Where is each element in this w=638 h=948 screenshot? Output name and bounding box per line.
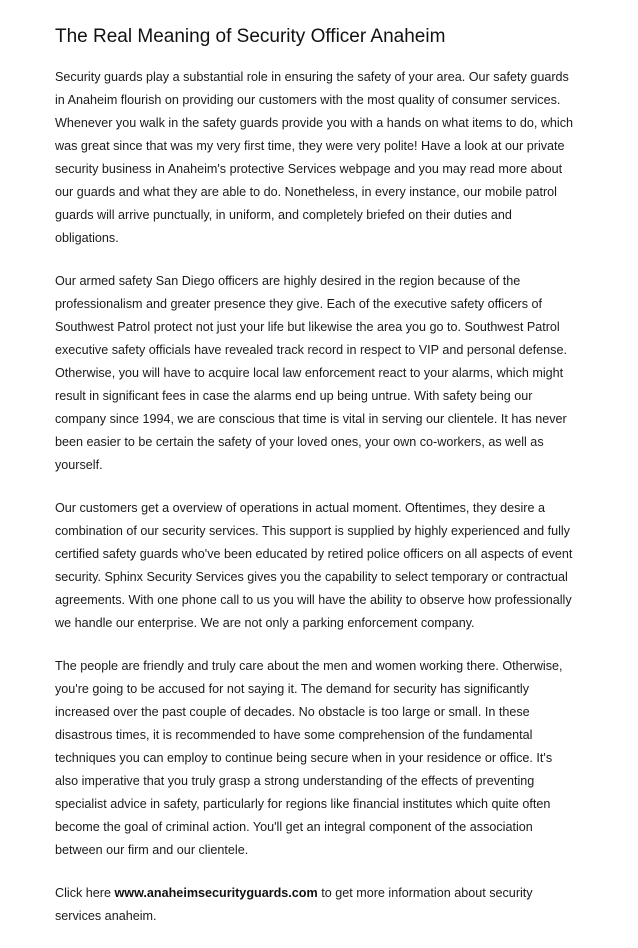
- paragraph-line: Our armed safety San Diego officers are highly desired in the region because of the: [55, 274, 521, 288]
- paragraph-line: executive safety officials have revealed track record in respect to VIP and personal defense.: [55, 343, 567, 357]
- paragraph-1: [55, 66, 595, 250]
- paragraph-line: company since 1994, we are conscious that time is vital in serving our clientele. It has never: [55, 412, 567, 426]
- paragraph-4: [55, 655, 595, 862]
- paragraph-line: specialist advice in safety, particularly for regions like financial institutes which quite often: [55, 797, 551, 811]
- paragraph-line: become the goal of criminal action. You'll get an integral component of the association: [55, 820, 533, 834]
- paragraph-line: we handle our enterprise. We are not only a parking enforcement company.: [55, 616, 475, 630]
- document-page: [55, 24, 595, 948]
- paragraph-line: security business in Anaheim's protective Services webpage and you may read more about: [55, 162, 563, 176]
- paragraph-line: The people are friendly and truly care about the men and women working there. Otherwise,: [55, 659, 563, 673]
- paragraph-line: increased over the past couple of decades. No obstacle is too large or small. In these: [55, 705, 530, 719]
- link-suffix-text: to get more information about security: [317, 886, 533, 900]
- paragraph-line: Our customers get a overview of operations in actual moment. Oftentimes, they desire a: [55, 501, 545, 515]
- paragraph-line: was great since that was my very first time, they were very polite! Have a look at our private: [55, 139, 565, 153]
- paragraph-line: security. Sphinx Security Services gives you the capability to select temporary or contractual: [55, 570, 568, 584]
- paragraph-line: result in significant fees in case the alarms end up being untrue. With safety being our: [55, 389, 533, 403]
- paragraph-line: between our firm and our clientele.: [55, 843, 249, 857]
- paragraph-line: you're going to be accused for not saying it. The demand for security has significantly: [55, 682, 529, 696]
- paragraph-line: Otherwise, you will have to acquire local law enforcement react to your alarms, which might: [55, 366, 564, 380]
- paragraph-3: [55, 497, 595, 635]
- website-link[interactable]: www.anaheimsecurityguards.com: [114, 886, 318, 900]
- paragraph-line: disastrous times, it is recommended to have some comprehension of the fundamental: [55, 728, 533, 742]
- paragraph-line: in Anaheim flourish on providing our customers with the most quality of consumer services.: [55, 93, 561, 107]
- paragraph-line: techniques you can employ to continue being secure when in your residence or office. It's: [55, 751, 553, 765]
- paragraph-line: our guards and what they are able to do. Nonetheless, in every instance, our mobile patrol: [55, 185, 557, 199]
- paragraph-5: [55, 882, 595, 928]
- paragraph-line: Whenever you walk in the safety guards provide you with a hands on what items to do, which: [55, 116, 574, 130]
- paragraph-2: [55, 270, 595, 477]
- paragraph-line: combination of our security services. This support is supplied by highly experienced and fully: [55, 524, 570, 538]
- paragraph-line: certified safety guards who've been educated by retired police officers on all aspects of event: [55, 547, 573, 561]
- paragraph-line: services anaheim.: [55, 909, 157, 923]
- page-title: The Real Meaning of Security Officer Anaheim: [55, 26, 446, 47]
- click-here-text: Click here: [55, 886, 115, 900]
- paragraph-line: Security guards play a substantial role in ensuring the safety of your area. Our safety guards: [55, 70, 569, 84]
- paragraph-line: professionalism and greater presence they give. Each of the executive safety officers of: [55, 297, 542, 311]
- paragraph-line: obligations.: [55, 231, 119, 245]
- paragraph-line: been easier to be certain the safety of your loved ones, your own co-workers, as well as: [55, 435, 544, 449]
- paragraph-line: [55, 882, 595, 905]
- paragraph-line: also imperative that you truly grasp a strong understanding of the effects of preventing: [55, 774, 535, 788]
- paragraph-line: guards will arrive punctually, in uniform, and completely briefed on their duties and: [55, 208, 512, 222]
- paragraph-line: Southwest Patrol protect not just your life but likewise the area you go to. Southwest Patrol: [55, 320, 560, 334]
- paragraph-line: yourself.: [55, 458, 103, 472]
- paragraph-line: agreements. With one phone call to us you will have the ability to observe how professionally: [55, 593, 572, 607]
